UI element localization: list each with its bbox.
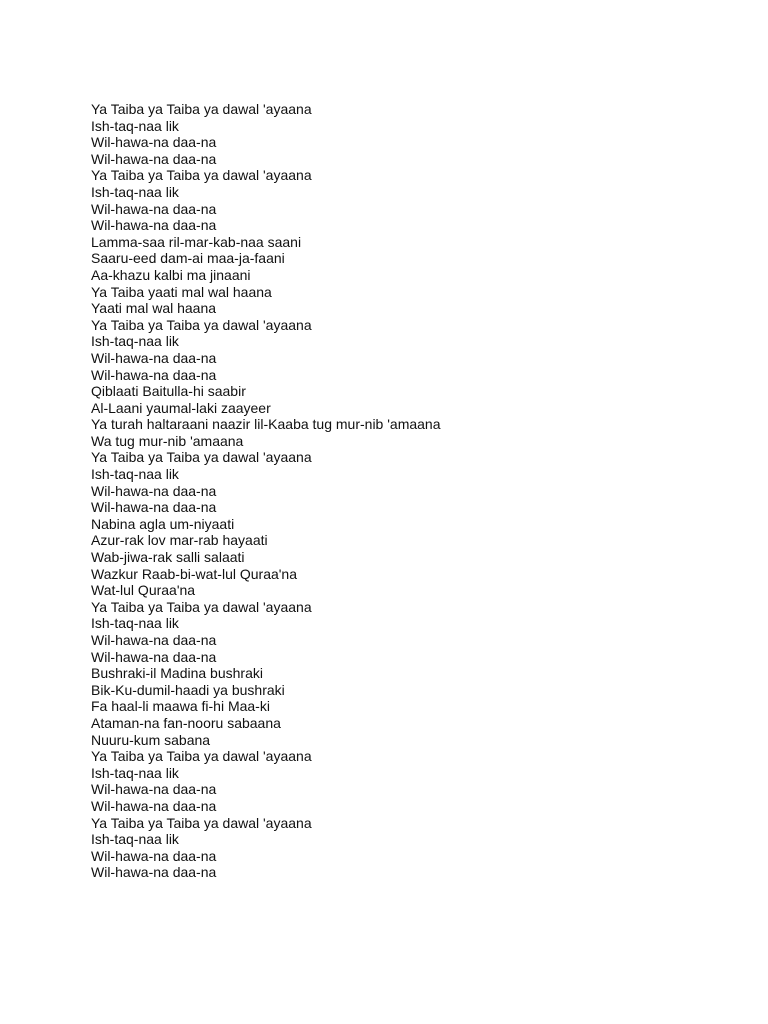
lyric-line: Wil-hawa-na daa-na <box>91 349 217 366</box>
lyric-line: Wil-hawa-na daa-na <box>91 134 217 151</box>
lyric-line: Wat-lul Quraa'na <box>91 582 196 599</box>
lyric-line: Ish-taq-naa lik <box>91 117 179 134</box>
lyric-line: Ya Taiba ya Taiba ya dawal 'ayaana <box>91 101 312 117</box>
lyric-line: Ish-taq-naa lik <box>91 183 179 200</box>
lyric-line: Wa tug mur-nib 'amaana <box>91 432 244 449</box>
lyric-line: Nuuru-kum sabana <box>91 731 211 748</box>
lyric-line: Wil-hawa-na daa-na <box>91 781 217 798</box>
lyric-line: Ya Taiba ya Taiba ya dawal 'ayaana <box>91 449 312 466</box>
lyric-line: Wil-hawa-na daa-na <box>91 150 217 167</box>
lyric-line: Ya Taiba yaati mal wal haana <box>91 283 272 300</box>
lyric-line: Ataman-na fan-nooru sabaana <box>91 714 281 731</box>
lyric-line: Wil-hawa-na daa-na <box>91 797 217 814</box>
lyric-line: Lamma-saa ril-mar-kab-naa saani <box>91 233 302 250</box>
lyric-line: Qiblaati Baitulla-hi saabir <box>91 383 246 400</box>
lyric-line: Wil-hawa-na daa-na <box>91 864 217 881</box>
lyric-line: Ish-taq-naa lik <box>91 333 179 350</box>
lyric-line: Ish-taq-naa lik <box>91 764 179 781</box>
lyric-line: Ish-taq-naa lik <box>91 831 179 848</box>
lyric-line: Wil-hawa-na daa-na <box>91 366 217 383</box>
lyric-line: Wil-hawa-na daa-na <box>91 482 217 499</box>
lyric-line: Aa-khazu kalbi ma jinaani <box>91 266 251 283</box>
lyric-line: Ya Taiba ya Taiba ya dawal 'ayaana <box>91 814 312 831</box>
lyric-line: Ish-taq-naa lik <box>91 615 179 632</box>
lyric-line: Wil-hawa-na daa-na <box>91 648 217 665</box>
lyric-line: Wil-hawa-na daa-na <box>91 217 217 234</box>
lyric-line: Wil-hawa-na daa-na <box>91 200 217 217</box>
lyric-line: Wab-jiwa-rak salli salaati <box>91 549 245 566</box>
lyric-line: Wazkur Raab-bi-wat-lul Quraa'na <box>91 565 298 582</box>
lyric-line: Ya Taiba ya Taiba ya dawal 'ayaana <box>91 748 312 765</box>
lyrics-text-block <box>91 101 731 881</box>
lyric-line: Wil-hawa-na daa-na <box>91 632 217 648</box>
lyric-line: Nabina agla um-niyaati <box>91 515 235 532</box>
lyric-line: Azur-rak lov mar-rab hayaati <box>91 532 268 549</box>
lyric-line: Ya Taiba ya Taiba ya dawal 'ayaana <box>91 598 312 615</box>
lyric-line: Bushraki-il Madina bushraki <box>91 665 263 682</box>
lyric-line: Ya Taiba ya Taiba ya dawal 'ayaana <box>91 316 312 333</box>
lyric-line: Fa haal-li maawa fi-hi Maa-ki <box>91 698 270 715</box>
lyric-line: Wil-hawa-na daa-na <box>91 847 217 864</box>
lyric-line: Ya turah haltaraani naazir lil-Kaaba tug mur-nib 'amaana <box>91 416 441 433</box>
lyric-line: Bik-Ku-dumil-haadi ya bushraki <box>91 681 285 698</box>
lyric-line: Wil-hawa-na daa-na <box>91 499 217 516</box>
lyric-line: Saaru-eed dam-ai maa-ja-faani <box>91 250 285 267</box>
lyric-line: Yaati mal wal haana <box>91 300 217 317</box>
lyric-line: Ya Taiba ya Taiba ya dawal 'ayaana <box>91 167 312 184</box>
lyric-line: Ish-taq-naa lik <box>91 466 179 483</box>
lyric-line: Al-Laani yaumal-laki zaayeer <box>91 399 271 416</box>
